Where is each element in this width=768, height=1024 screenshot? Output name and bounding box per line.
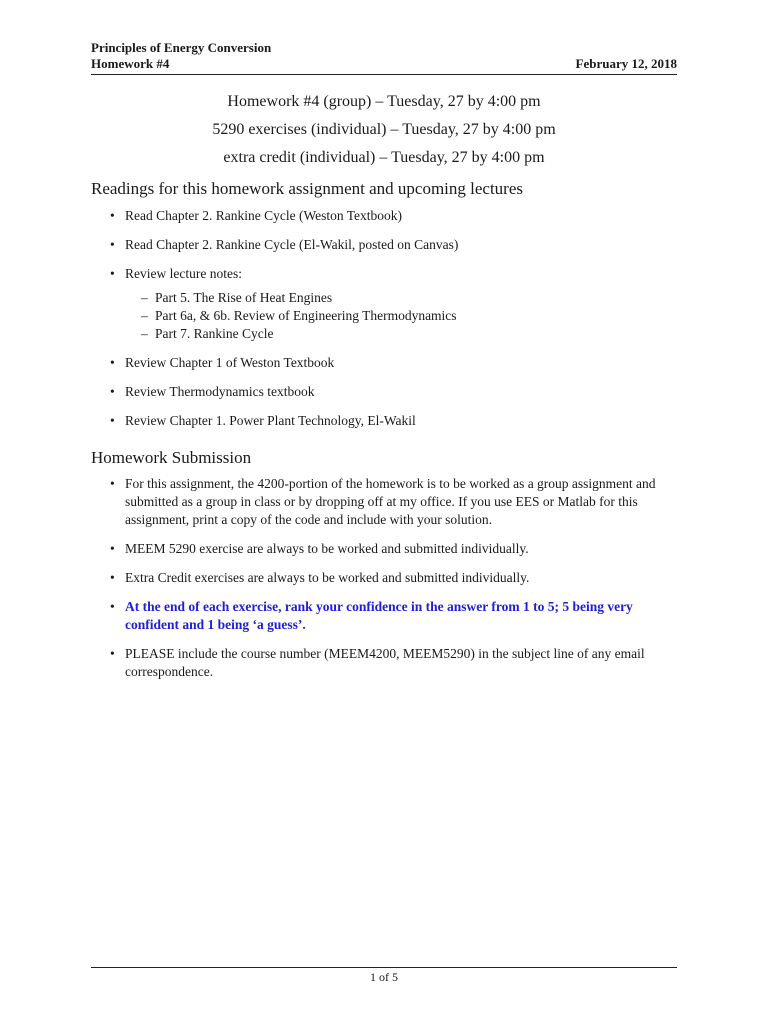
header-homework: Homework #4 <box>91 56 170 71</box>
list-item-text: Extra Credit exercises are always to be worked and submitted individually. <box>125 570 530 585</box>
confidence-instruction: At the end of each exercise, rank your confidence in the answer from 1 to 5; 5 being very confident and 1 being ‘a guess’. <box>125 599 633 632</box>
readings-heading: Readings for this homework assignment and upcoming lectures <box>91 179 523 198</box>
lecture-notes-list <box>125 289 677 343</box>
list-item <box>91 475 677 529</box>
list-item <box>91 540 677 558</box>
list-item-text: Review Chapter 1 of Weston Textbook <box>125 355 335 370</box>
due-date-homework: Homework #4 (group) – Tuesday, 27 by 4:00 pm <box>227 93 541 110</box>
list-item <box>91 265 677 343</box>
due-dates <box>0 90 768 174</box>
list-item <box>91 207 677 225</box>
list-item <box>91 598 677 634</box>
sublist-item: – Part 7. Rankine Cycle <box>125 325 677 343</box>
list-item-text: Review Thermodynamics textbook <box>125 384 315 399</box>
list-item-text: Read Chapter 2. Rankine Cycle (Weston Textbook) <box>125 208 403 223</box>
list-item <box>91 383 677 401</box>
list-item <box>91 412 677 430</box>
list-item-text: Review lecture notes: <box>125 266 242 281</box>
due-date-extra-credit: extra credit (individual) – Tuesday, 27 by 4:00 pm <box>223 149 545 166</box>
header-rule <box>91 74 677 75</box>
sublist-item: – Part 6a, & 6b. Review of Engineering Thermodynamics <box>125 307 677 325</box>
readings-list <box>91 207 677 441</box>
header-course: Principles of Energy Conversion <box>91 40 272 55</box>
page-number: 1 of 5 <box>370 970 398 984</box>
list-item <box>91 645 677 681</box>
header-line-2 <box>91 56 677 72</box>
footer-rule <box>91 967 677 968</box>
list-item <box>91 569 677 587</box>
due-date-5290: 5290 exercises (individual) – Tuesday, 27 by 4:00 pm <box>212 121 556 138</box>
sublist-item: – Part 5. The Rise of Heat Engines <box>125 289 677 307</box>
submission-list <box>91 475 677 692</box>
list-item-text: PLEASE include the course number (MEEM4200, MEEM5290) in the subject line of any email correspondence. <box>125 646 645 679</box>
list-item-text: For this assignment, the 4200-portion of the homework is to be worked as a group assignment and submitted as a group in class or by dropping off at my office. If you use EES or Matlab for this assignment, print a copy of the code and include with your solution. <box>125 476 656 527</box>
list-item-text: Review Chapter 1. Power Plant Technology, El-Wakil <box>125 413 416 428</box>
list-item <box>91 354 677 372</box>
submission-heading: Homework Submission <box>91 448 252 467</box>
list-item-text: MEEM 5290 exercise are always to be worked and submitted individually. <box>125 541 529 556</box>
header-date: February 12, 2018 <box>575 56 677 71</box>
list-item <box>91 236 677 254</box>
list-item-text: Read Chapter 2. Rankine Cycle (El-Wakil, posted on Canvas) <box>125 237 459 252</box>
